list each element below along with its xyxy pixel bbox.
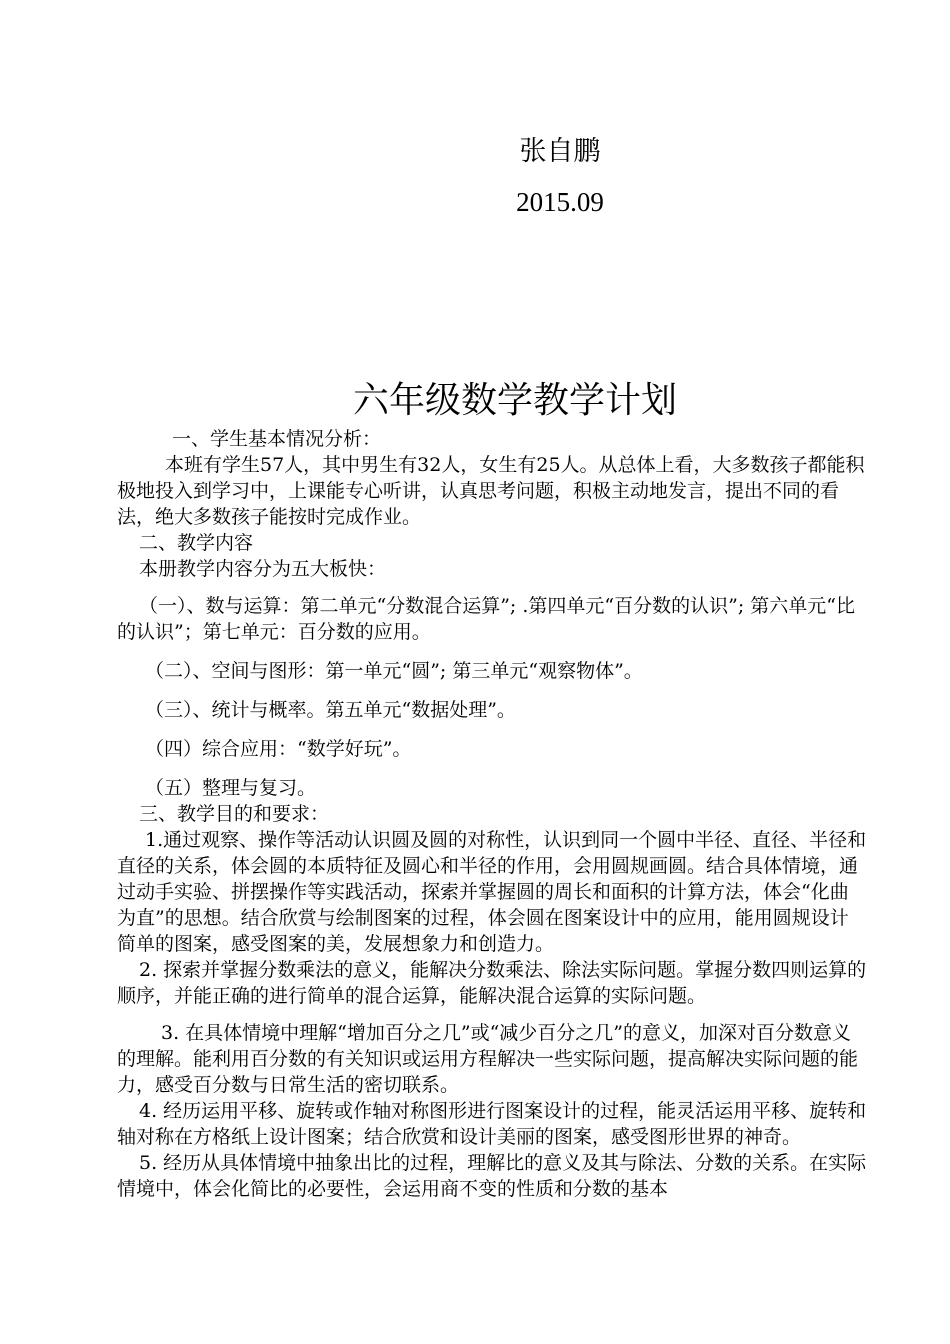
content-item-3: （三）、统计与概率。第五单元“数据处理”。 xyxy=(145,699,516,721)
content-item-2: （二）、空间与图形：第一单元“圆”; 第三单元“观察物体”。 xyxy=(145,660,643,682)
section-2-intro: 本册教学内容分为五大板快： xyxy=(139,558,387,580)
goal-paragraph-2: 2. 探索并掌握分数乘法的意义，能解决分数乘法、除法实际问题。掌握分数四则运算的顺序，并能正确的进行简单的混合运算，能解决混合运算的实际问题。 xyxy=(117,959,867,1007)
content-item-4: （四）综合应用：“数学好玩”。 xyxy=(145,738,412,760)
goal-paragraph-3: 3. 在具体情境中理解“增加百分之几”或“减少百分之几”的意义，加深对百分数意义的理解。能利用百分数的有关知识或运用方程解决一些实际问题，提高解决实际问题的能力，感受百分数与日常生活的密切联系。 xyxy=(117,1022,859,1096)
document-body xyxy=(117,426,867,1202)
goal-paragraph-4: 4. 经历运用平移、旋转或作轴对称图形进行图案设计的过程，能灵活运用平移、旋转和轴对称在方格纸上设计图案；结合欣赏和设计美丽的图案，感受图形世界的神奇。 xyxy=(117,1100,867,1148)
content-item-5: （五）整理与复习。 xyxy=(145,777,317,799)
goal-paragraph-1: 1.通过观察、操作等活动认识圆及圆的对称性，认识到同一个圆中半径、直径、半径和直径的关系，体会圆的本质特征及圆心和半径的作用，会用圆规画圆。结合具体情境，通过动手实验、拼摆操作等实践活动，探索并掌握圆的周长和面积的计算方法，体会“化曲为直”的思想。结合欣赏与绘制图案的过程，体会圆在图案设计中的应用，能用圆规设计简单的图案，感受图案的美，发展想象力和创造力。 xyxy=(117,829,867,955)
section-heading-3: 三、教学目的和要求： xyxy=(139,803,330,825)
document-title: 六年级数学教学计划 xyxy=(352,380,677,421)
author-name: 张自鹏 xyxy=(519,136,601,167)
section-heading-1: 一、学生基本情况分析： xyxy=(172,428,382,450)
document-date: 2015.09 xyxy=(516,187,604,217)
content-item-1: （一）、数与运算：第二单元“分数混合运算”; .第四单元“百分数的认识”; 第六单元“比的认识”；第七单元：百分数的应用。 xyxy=(117,595,855,643)
section-heading-2: 二、教学内容 xyxy=(139,532,254,554)
goal-paragraph-5: 5. 经历从具体情境中抽象出比的过程，理解比的意义及其与除法、分数的关系。在实际情境中，体会化简比的必要性，会运用商不变的性质和分数的基本 xyxy=(117,1152,867,1200)
section-1-paragraph: 本班有学生57人，其中男生有32人，女生有25人。从总体上看，大多数孩子都能积极地投入到学习中，上课能专心听讲，认真思考问题，积极主动地发言，提出不同的看法，绝大多数孩子能按时完成作业。 xyxy=(117,454,865,528)
